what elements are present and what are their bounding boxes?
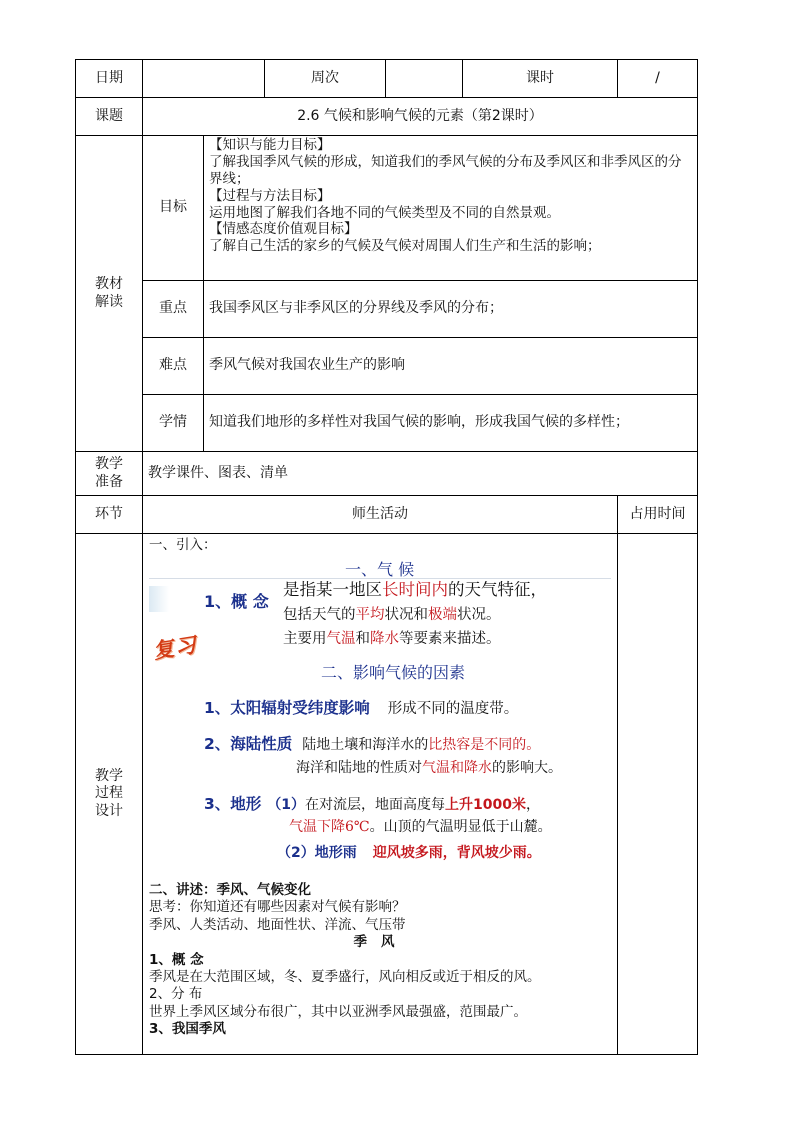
review-stamp: 复习 — [151, 632, 199, 664]
date-value-cell — [143, 60, 265, 98]
factor-text: ， — [526, 796, 541, 813]
def-highlight: 极端 — [428, 606, 457, 623]
factor-highlight: 迎风坡多雨，背风坡少雨。 — [372, 844, 541, 861]
difficulty-row — [76, 338, 698, 395]
goal-line: 了解自己生活的家乡的气候及气候对周围人们生产和生活的影响； — [209, 238, 601, 255]
definition-line-2 — [283, 606, 501, 624]
factor-list: 季风、人类活动、地面性状、洋流、气压带 — [149, 916, 406, 933]
distribution-text: 世界上季风区域分布很广，其中以亚洲季风最强盛，范围最广。 — [149, 1003, 527, 1020]
review-slide — [149, 556, 613, 878]
process-row — [76, 534, 698, 1055]
def-text: 包括天气的 — [283, 606, 356, 623]
topic-row — [76, 98, 698, 136]
stage-header: 环节 — [76, 496, 143, 534]
learning-value: 知道我们地形的多样性对我国气候的影响，形成我国气候的多样性； — [204, 395, 698, 452]
factor-point: （1） — [267, 796, 306, 813]
column-header-row — [76, 496, 698, 534]
process-label-line: 教学 — [95, 767, 123, 784]
factor-3 — [204, 795, 540, 815]
factor-text: 海洋和陆地的性质对 — [296, 759, 422, 776]
process-content — [143, 534, 618, 1055]
factor-highlight: 气温和降水 — [422, 759, 492, 776]
factor-highlight: 上升1000米 — [445, 796, 527, 813]
key-point-label: 重点 — [143, 281, 204, 338]
material-label — [76, 136, 143, 452]
def-highlight: 长时间内 — [382, 579, 448, 599]
prep-label-line2: 准备 — [95, 473, 123, 490]
prep-label — [76, 452, 143, 496]
monsoon-title: 季风 — [353, 934, 409, 951]
process-label — [76, 534, 143, 1055]
slide-title-factors: 二、影响气候的因素 — [321, 662, 466, 682]
definition-line-3 — [283, 630, 501, 648]
time-cell — [618, 534, 698, 1055]
definition-line-1 — [283, 580, 547, 601]
process-label-line: 设计 — [95, 802, 123, 819]
learning-label: 学情 — [143, 395, 204, 452]
factor-2 — [204, 735, 540, 755]
material-label-line2: 解读 — [95, 293, 123, 310]
slide-accent — [149, 586, 169, 612]
intro-heading: 一、引入： — [149, 537, 217, 553]
factor-text: 。山顶的气温明显低于山麓。 — [369, 818, 552, 835]
factor-text: 陆地土壤和海洋水的 — [302, 736, 429, 753]
factor-3-line-2 — [289, 819, 552, 837]
goal-line: 运用地图了解我们各地不同的气候类型及不同的自然景观。 — [209, 204, 560, 221]
factor-highlight: 气温下降6℃ — [289, 818, 370, 835]
factor-text: 形成不同的温度带。 — [387, 700, 519, 717]
goal-line: 【过程与方法目标】 — [209, 187, 331, 204]
factor-text: 在对流层，地面高度每 — [305, 796, 446, 813]
material-label-line1: 教材 — [95, 276, 123, 292]
prep-label-line1: 教学 — [95, 456, 123, 472]
activity-header: 师生活动 — [143, 496, 618, 534]
week-label: 周次 — [265, 60, 386, 98]
factor-2-line-2 — [296, 760, 562, 778]
goal-line: 【情感态度价值观目标】 — [209, 221, 358, 238]
concept-label: 1、概 念 — [204, 591, 269, 611]
def-text: 和 — [355, 630, 370, 647]
factor-3-point-2 — [277, 845, 541, 863]
lesson-plan-table — [75, 59, 698, 1055]
key-point-value: 我国季风区与非季风区的分界线及季风的分布； — [204, 281, 698, 338]
china-monsoon-heading: 3、我国季风 — [149, 1021, 226, 1038]
lecture-notes — [149, 882, 613, 1039]
goal-line: 了解我国季风气候的形成，知道我们的季风气候的分布及季风区和非季风区的分界线； — [209, 153, 682, 187]
factor-highlight: 比热容是不同的。 — [428, 736, 541, 753]
def-text: 是指某一地区 — [283, 579, 382, 599]
factor-point: （2）地形雨 — [277, 844, 357, 861]
prep-value: 教学课件、图表、清单 — [143, 452, 698, 496]
think-question: 思考：你知道还有哪些因素对气候有影响？ — [149, 899, 406, 916]
goal-line: 【知识与能力目标】 — [209, 137, 331, 153]
factor-1 — [204, 699, 518, 718]
factor-text: 的影响大。 — [492, 759, 562, 776]
def-text: 状况。 — [457, 606, 501, 623]
period-value: / — [618, 60, 698, 98]
concept-heading: 1、概 念 — [149, 951, 204, 968]
difficulty-label: 难点 — [143, 338, 204, 395]
concept-text: 季风是在大范围区域，冬、夏季盛行，风向相反或近于相反的风。 — [149, 968, 541, 985]
goals-content — [204, 136, 698, 281]
factor-label: 2、海陆性质 — [204, 734, 293, 753]
period-label: 课时 — [463, 60, 618, 98]
distribution-heading: 2、分 布 — [149, 986, 203, 1003]
key-point-row — [76, 281, 698, 338]
def-highlight: 降水 — [370, 630, 399, 647]
goals-row — [76, 136, 698, 281]
date-label: 日期 — [76, 60, 143, 98]
topic-label: 课题 — [76, 98, 143, 136]
difficulty-value: 季风气候对我国农业生产的影响 — [204, 338, 698, 395]
week-value-cell — [386, 60, 463, 98]
time-header: 占用时间 — [618, 496, 698, 534]
prep-row — [76, 452, 698, 496]
def-text: 等要素来描述。 — [399, 630, 501, 647]
header-row — [76, 60, 698, 98]
def-text: 的天气特征， — [448, 579, 547, 599]
topic-value: 2.6 气候和影响气候的元素（第2课时） — [143, 98, 698, 136]
def-highlight: 平均 — [355, 606, 385, 623]
def-text: 状况和 — [384, 606, 428, 623]
learning-row — [76, 395, 698, 452]
def-text: 主要用 — [283, 630, 327, 647]
slide-title-climate: 一、气 候 — [345, 559, 415, 579]
process-label-line: 过程 — [95, 785, 123, 802]
section-heading: 二、讲述：季风、气候变化 — [149, 881, 311, 898]
goals-label: 目标 — [143, 136, 204, 281]
def-highlight: 气温 — [326, 630, 356, 647]
factor-label: 3、地形 — [204, 794, 262, 813]
factor-label: 1、太阳辐射受纬度影响 — [204, 698, 370, 717]
